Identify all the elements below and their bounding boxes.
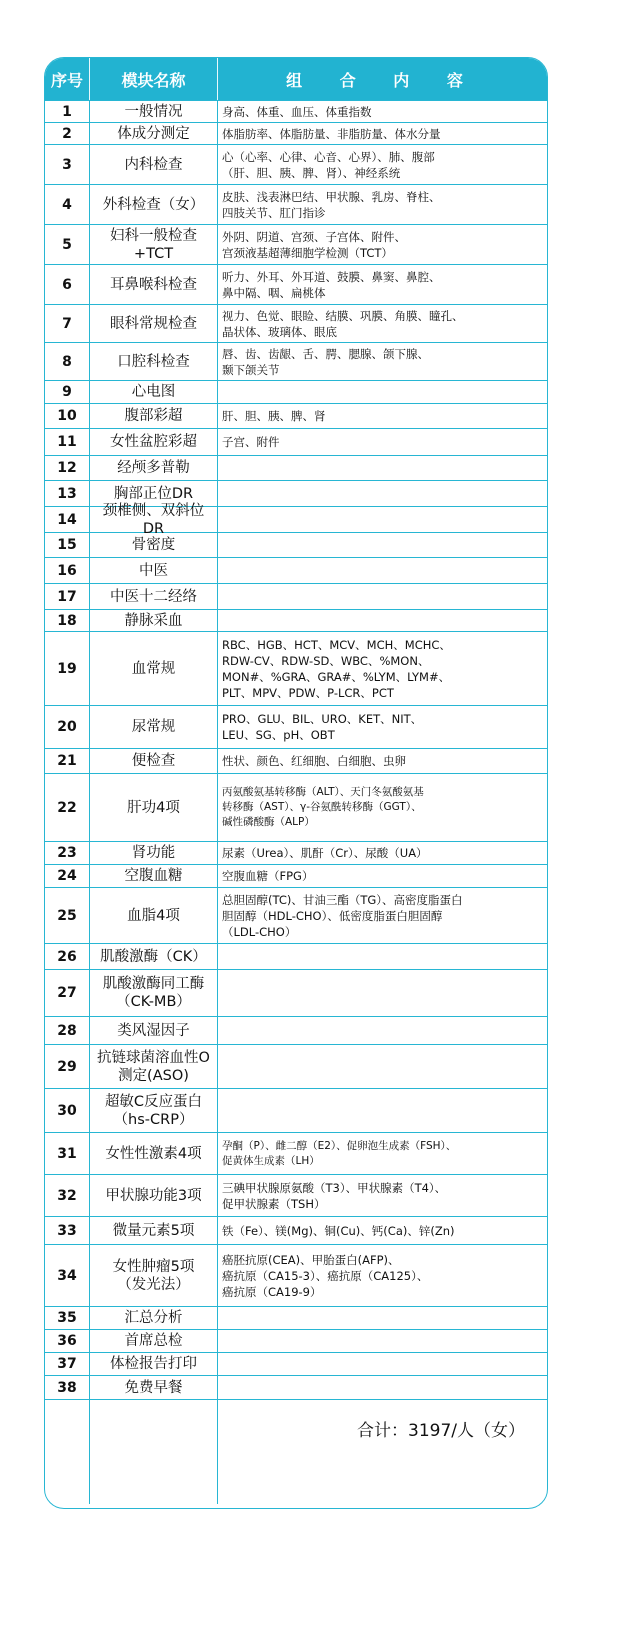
row-content: 空腹血糖（FPG） bbox=[222, 869, 314, 883]
row-number: 33 bbox=[45, 1217, 90, 1244]
row-content bbox=[218, 1045, 547, 1088]
table-row bbox=[45, 1132, 547, 1174]
row-module-name: 类风湿因子 bbox=[90, 1017, 218, 1044]
row-content: 丙氨酸氨基转移酶（ALT）、天门冬氨酸氨基 转移酶（AST）、γ-谷氨酰转移酶（GGT）、 碱性磷酸酶（ALP） bbox=[222, 786, 424, 828]
table-row bbox=[45, 428, 547, 455]
table-row bbox=[45, 969, 547, 1016]
row-content: 癌胚抗原(CEA)、甲胎蛋白(AFP)、 癌抗原（CA15-3）、癌抗原（CA125）、 癌抗原（CA19-9） bbox=[222, 1252, 429, 1299]
row-number: 31 bbox=[45, 1133, 90, 1174]
table-row bbox=[45, 144, 547, 184]
row-content: 肝、胆、胰、脾、肾 bbox=[222, 409, 326, 423]
table-row bbox=[45, 1375, 547, 1399]
row-content bbox=[218, 558, 547, 583]
row-content bbox=[218, 533, 547, 557]
row-module-name: 女性肿瘤5项 （发光法） bbox=[90, 1245, 218, 1306]
row-module-name: 甲状腺功能3项 bbox=[90, 1175, 218, 1216]
row-content bbox=[218, 1353, 547, 1375]
table-row bbox=[45, 1044, 547, 1088]
row-content bbox=[218, 481, 547, 506]
row-module-name: 肝功4项 bbox=[90, 774, 218, 841]
table-row bbox=[45, 1352, 547, 1375]
table-row bbox=[45, 380, 547, 403]
row-module-name: 中医 bbox=[90, 558, 218, 583]
row-module-name: 内科检查 bbox=[90, 145, 218, 184]
row-number: 5 bbox=[45, 225, 90, 264]
table-row bbox=[45, 631, 547, 705]
row-content bbox=[218, 456, 547, 480]
table-row bbox=[45, 502, 547, 537]
row-module-name: 心电图 bbox=[90, 381, 218, 403]
row-content: 听力、外耳、外耳道、鼓膜、鼻窦、鼻腔、 鼻中隔、咽、扁桃体 bbox=[222, 269, 441, 300]
row-content: 体脂肪率、体脂肪量、非脂肪量、体水分量 bbox=[222, 126, 441, 141]
row-number: 17 bbox=[45, 584, 90, 609]
row-module-name: 女性性激素4项 bbox=[90, 1133, 218, 1174]
table-row bbox=[45, 1329, 547, 1352]
row-module-name: 女性盆腔彩超 bbox=[90, 429, 218, 455]
row-number: 6 bbox=[45, 265, 90, 304]
table-row bbox=[45, 100, 547, 122]
row-number: 36 bbox=[45, 1330, 90, 1352]
table-footer bbox=[45, 1399, 547, 1504]
row-number: 28 bbox=[45, 1017, 90, 1044]
row-content bbox=[218, 1330, 547, 1352]
row-number: 3 bbox=[45, 145, 90, 184]
row-content bbox=[218, 507, 547, 532]
row-module-name: 血常规 bbox=[90, 632, 218, 705]
row-number: 13 bbox=[45, 481, 90, 506]
row-number: 25 bbox=[45, 888, 90, 943]
row-number: 11 bbox=[45, 429, 90, 455]
row-number: 34 bbox=[45, 1245, 90, 1306]
table-body bbox=[45, 100, 547, 1399]
table-row bbox=[45, 1088, 547, 1132]
table-row bbox=[45, 1216, 547, 1244]
table-header bbox=[45, 58, 547, 100]
row-module-name: 胸部正位DR bbox=[90, 481, 218, 506]
row-number: 9 bbox=[45, 381, 90, 403]
row-content: 三碘甲状腺原氨酸（T3）、甲状腺素（T4）、 促甲状腺素（TSH） bbox=[222, 1180, 447, 1211]
row-number: 18 bbox=[45, 610, 90, 631]
row-module-name: 妇科一般检查+TCT bbox=[90, 225, 218, 264]
row-number: 26 bbox=[45, 944, 90, 969]
row-number: 2 bbox=[45, 123, 90, 144]
table-row bbox=[45, 748, 547, 773]
table-row bbox=[45, 557, 547, 583]
row-number: 22 bbox=[45, 774, 90, 841]
row-module-name: 经颅多普勒 bbox=[90, 456, 218, 480]
table-row bbox=[45, 455, 547, 480]
row-module-name: 颈椎侧、双斜位DR bbox=[90, 507, 218, 532]
row-module-name: 空腹血糖 bbox=[90, 865, 218, 887]
row-content bbox=[218, 944, 547, 969]
table-row bbox=[45, 532, 547, 557]
table-row bbox=[45, 403, 547, 428]
table-row bbox=[45, 264, 547, 304]
table-row bbox=[45, 864, 547, 887]
row-module-name: 腹部彩超 bbox=[90, 404, 218, 428]
row-module-name: 便检查 bbox=[90, 749, 218, 773]
table-row bbox=[45, 609, 547, 631]
row-module-name: 一般情况 bbox=[90, 101, 218, 122]
row-number: 7 bbox=[45, 305, 90, 342]
row-content bbox=[218, 970, 547, 1016]
row-number: 30 bbox=[45, 1089, 90, 1132]
row-module-name: 微量元素5项 bbox=[90, 1217, 218, 1244]
row-module-name: 耳鼻喉科检查 bbox=[90, 265, 218, 304]
table-row bbox=[45, 887, 547, 943]
row-module-name: 汇总分析 bbox=[90, 1307, 218, 1329]
row-number: 24 bbox=[45, 865, 90, 887]
row-number: 1 bbox=[45, 101, 90, 122]
row-number: 32 bbox=[45, 1175, 90, 1216]
row-module-name: 眼科常规检查 bbox=[90, 305, 218, 342]
row-content bbox=[218, 1089, 547, 1132]
table-row bbox=[45, 1016, 547, 1044]
table-row bbox=[45, 705, 547, 748]
row-number: 23 bbox=[45, 842, 90, 864]
row-content bbox=[218, 1017, 547, 1044]
row-content: PRO、GLU、BIL、URO、KET、NIT、 LEU、SG、pH、OBT bbox=[222, 712, 423, 742]
row-number: 19 bbox=[45, 632, 90, 705]
row-content: 子宫、附件 bbox=[222, 435, 280, 449]
row-content bbox=[218, 584, 547, 609]
row-number: 12 bbox=[45, 456, 90, 480]
table-row bbox=[45, 1244, 547, 1306]
row-content bbox=[218, 381, 547, 403]
row-content: 心（心率、心律、心音、心界）、肺、腹部 （肝、胆、胰、脾、肾）、神经系统 bbox=[222, 149, 435, 180]
row-module-name: 肌酸激酶（CK） bbox=[90, 944, 218, 969]
row-content: 视力、色觉、眼睑、结膜、巩膜、角膜、瞳孔、 晶状体、玻璃体、眼底 bbox=[222, 308, 464, 339]
row-number: 21 bbox=[45, 749, 90, 773]
table-row bbox=[45, 1306, 547, 1329]
row-module-name: 肌酸激酶同工酶 （CK-MB） bbox=[90, 970, 218, 1016]
row-content bbox=[218, 610, 547, 631]
table-row bbox=[45, 184, 547, 224]
table-row bbox=[45, 943, 547, 969]
row-module-name: 血脂4项 bbox=[90, 888, 218, 943]
row-content: RBC、HGB、HCT、MCV、MCH、MCHC、 RDW-CV、RDW-SD、WBC、%MON、 MON#、%GRA、GRA#、%LYM、LYM#、 PLT、MPV、PDW、P-LCR、PCT bbox=[222, 637, 451, 700]
row-number: 38 bbox=[45, 1376, 90, 1399]
row-number: 8 bbox=[45, 343, 90, 380]
row-content: 唇、齿、齿龈、舌、腭、腮腺、颌下腺、 颞下颌关节 bbox=[222, 346, 429, 377]
table-row bbox=[45, 773, 547, 841]
row-content: 性状、颜色、红细胞、白细胞、虫卵 bbox=[222, 754, 406, 768]
row-module-name: 体检报告打印 bbox=[90, 1353, 218, 1375]
row-content bbox=[218, 1376, 547, 1399]
row-content: 皮肤、浅表淋巴结、甲状腺、乳房、脊柱、 四肢关节、肛门指诊 bbox=[222, 189, 441, 220]
row-module-name: 骨密度 bbox=[90, 533, 218, 557]
exam-package-table bbox=[44, 57, 548, 1509]
row-number: 16 bbox=[45, 558, 90, 583]
row-number: 37 bbox=[45, 1353, 90, 1375]
row-number: 4 bbox=[45, 185, 90, 224]
row-content: 外阴、阴道、宫颈、子宫体、附件、 宫颈液基超薄细胞学检测（TCT） bbox=[222, 229, 406, 260]
table-row bbox=[45, 304, 547, 342]
total-price: 合计：3197/人（女） bbox=[357, 1421, 525, 1441]
table-row bbox=[45, 583, 547, 609]
row-content: 总胆固醇(TC)、甘油三酯（TG）、高密度脂蛋白 胆固醇（HDL-CHO）、低密度脂蛋白胆固醇 （LDL-CHO） bbox=[222, 892, 463, 939]
row-content bbox=[218, 1307, 547, 1329]
row-module-name: 外科检查（女） bbox=[90, 185, 218, 224]
footer-blank-module bbox=[90, 1400, 218, 1504]
row-number: 35 bbox=[45, 1307, 90, 1329]
row-module-name: 免费早餐 bbox=[90, 1376, 218, 1399]
table-row bbox=[45, 122, 547, 144]
row-number: 20 bbox=[45, 706, 90, 748]
row-number: 29 bbox=[45, 1045, 90, 1088]
header-module: 模块名称 bbox=[90, 58, 218, 100]
row-module-name: 肾功能 bbox=[90, 842, 218, 864]
row-module-name: 体成分测定 bbox=[90, 123, 218, 144]
row-module-name: 超敏C反应蛋白 （hs-CRP） bbox=[90, 1089, 218, 1132]
table-row bbox=[45, 342, 547, 380]
row-number: 15 bbox=[45, 533, 90, 557]
row-content: 孕酮（P）、雌二醇（E2）、促卵泡生成素（FSH）、 促黄体生成素（LH） bbox=[222, 1139, 457, 1167]
row-module-name: 尿常规 bbox=[90, 706, 218, 748]
row-number: 10 bbox=[45, 404, 90, 428]
table-row bbox=[45, 1174, 547, 1216]
row-number: 14 bbox=[45, 507, 90, 532]
table-row bbox=[45, 224, 547, 264]
row-number: 27 bbox=[45, 970, 90, 1016]
header-no: 序号 bbox=[45, 58, 90, 100]
row-content: 身高、体重、血压、体重指数 bbox=[222, 104, 372, 119]
table-row bbox=[45, 841, 547, 864]
footer-blank-no bbox=[45, 1400, 90, 1504]
row-module-name: 抗链球菌溶血性O 测定(ASO) bbox=[90, 1045, 218, 1088]
row-module-name: 首席总检 bbox=[90, 1330, 218, 1352]
row-module-name: 中医十二经络 bbox=[90, 584, 218, 609]
row-content: 尿素（Urea）、肌酐（Cr）、尿酸（UA） bbox=[222, 846, 428, 860]
row-module-name: 静脉采血 bbox=[90, 610, 218, 631]
row-module-name: 口腔科检查 bbox=[90, 343, 218, 380]
header-content: 组 合 内 容 bbox=[286, 70, 479, 90]
row-content: 铁（Fe）、镁(Mg)、铜(Cu)、钙(Ca)、锌(Zn) bbox=[222, 1223, 455, 1238]
